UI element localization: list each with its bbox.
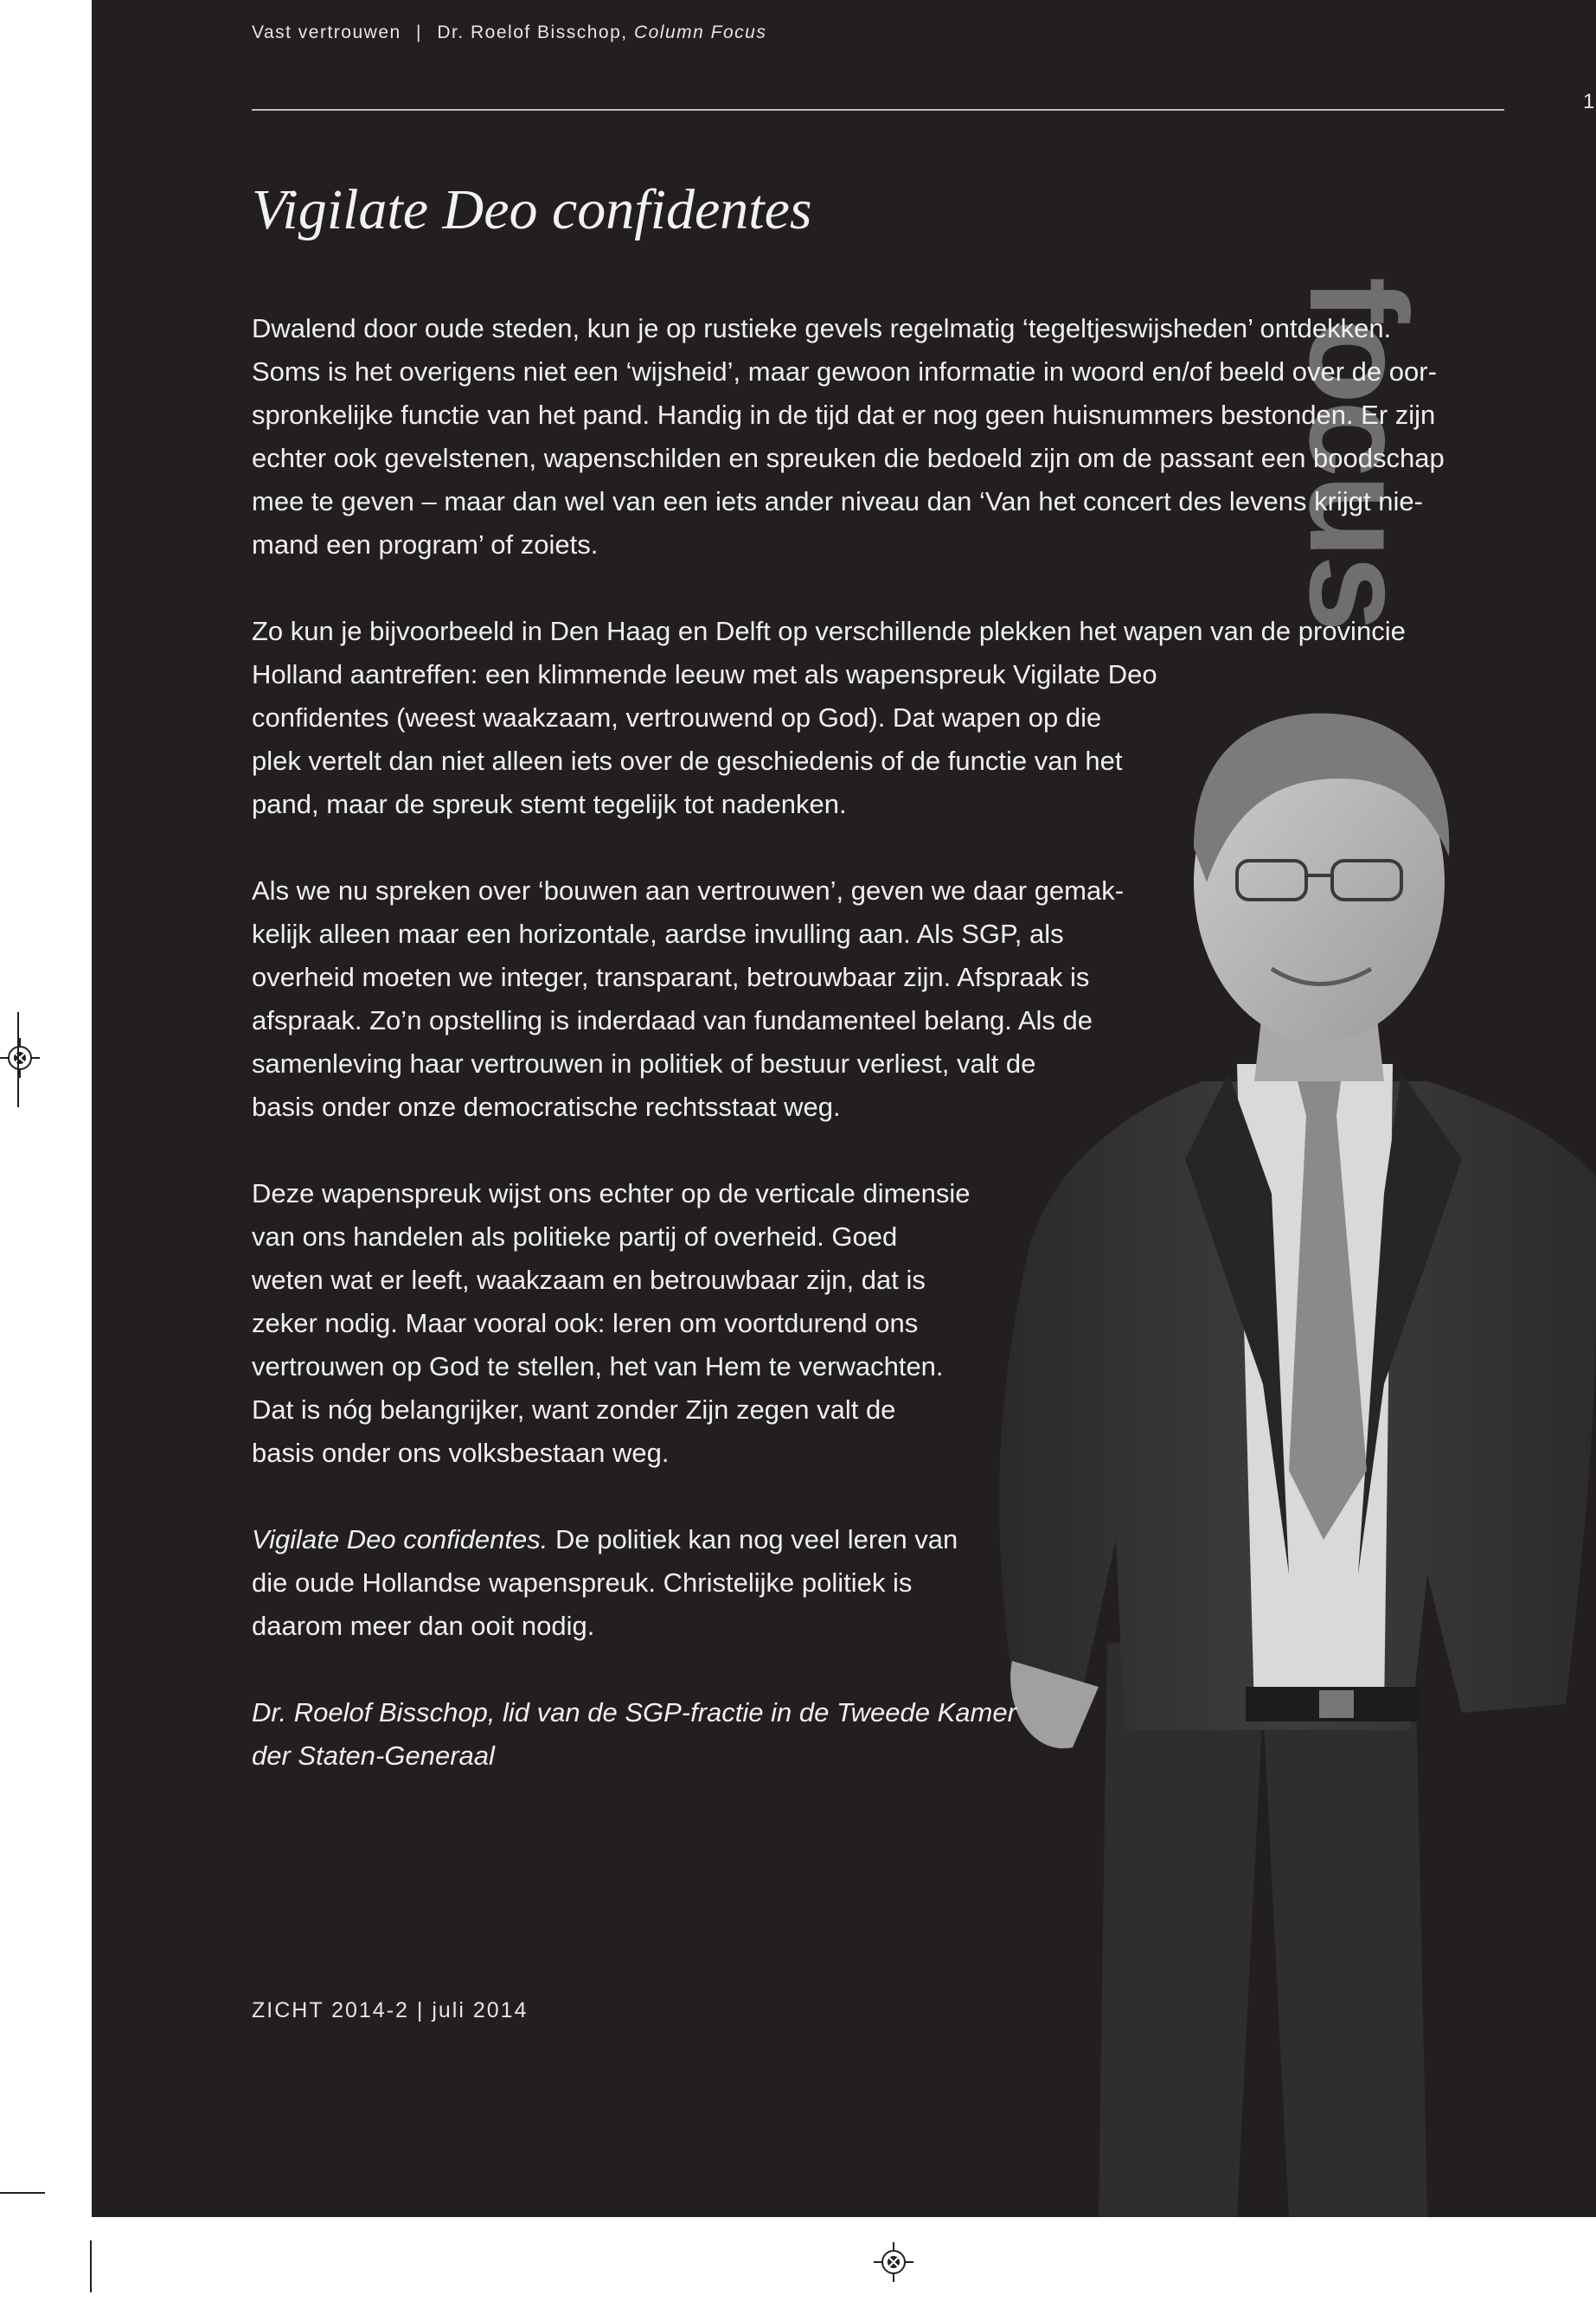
text-line: kelijk alleen maar een horizontale, aardse invulling aan. Als SGP, als: [252, 919, 1064, 949]
text-line: mand een program’ of zoiets.: [252, 529, 599, 560]
signature-line: der Staten-Generaal: [252, 1740, 495, 1771]
crop-mark: [90, 2240, 92, 2292]
text-line: basis onder ons volksbestaan weg.: [252, 1438, 670, 1468]
column-label: Column Focus: [633, 22, 767, 42]
crop-mark: [17, 1012, 19, 1107]
text-line: [252, 1518, 1203, 1561]
registration-mark-icon: [874, 2242, 913, 2282]
text-line: Als we nu spreken over ‘bouwen aan vertrouwen’, geven we daar gemak-: [252, 875, 1125, 906]
text-line: van ons handelen als politieke partij of overheid. Goed: [252, 1221, 898, 1252]
author-prefix: Dr. Roelof Bisschop,: [437, 22, 628, 42]
paragraph: [252, 307, 1497, 567]
text-line: Soms is het overigens niet een ‘wijsheid’, maar gewoon informatie in woord en/of beeld over de oor-: [252, 356, 1437, 387]
running-header: [252, 22, 766, 43]
article-title: Vigilate Deo confidentes: [252, 178, 812, 241]
side-label: focus: [1281, 277, 1436, 629]
text-line: zeker nodig. Maar vooral ook: leren om voortdurend ons: [252, 1308, 919, 1338]
text-line: echter ook gevelstenen, wapenschilden en spreuken die bedoeld zijn om de passant een boodschap: [252, 443, 1445, 473]
issue-date: juli 2014: [432, 1998, 529, 2022]
closing-paragraph: [252, 1518, 1203, 1648]
motto-rest: De politiek kan nog veel leren van: [548, 1524, 958, 1554]
text-line: Zo kun je bijvoorbeeld in Den Haag en Delft op verschillende plekken het wapen van de provincie: [252, 616, 1406, 646]
text-line: overheid moeten we integer, transparant, betrouwbaar zijn. Afspraak is: [252, 962, 1090, 992]
text-line: daarom meer dan ooit nodig.: [252, 1611, 595, 1641]
text-line: samenleving haar vertrouwen in politiek of bestuur verliest, valt de: [252, 1048, 1036, 1079]
header-rule: [252, 109, 1504, 111]
text-line: weten wat er leeft, waakzaam en betrouwbaar zijn, dat is: [252, 1265, 926, 1295]
issue-label: ZICHT 2014-2: [252, 1998, 409, 2022]
paragraph: [252, 610, 1406, 826]
running-title: Vast vertrouwen: [252, 22, 401, 42]
text-line: confidentes (weest waakzaam, vertrouwend op God). Dat wapen op die: [252, 702, 1102, 733]
crop-mark: [0, 2192, 45, 2194]
text-line: Dat is nóg belangrijker, want zonder Zijn zegen valt de: [252, 1394, 896, 1425]
text-line: Deze wapenspreuk wijst ons echter op de verticale dimensie: [252, 1178, 971, 1208]
text-line: afspraak. Zo’n opstelling is inderdaad van fundamenteel belang. Als de: [252, 1005, 1093, 1035]
text-line: basis onder onze democratische rechtsstaat weg.: [252, 1092, 841, 1122]
text-line: vertrouwen op God te stellen, het van Hem te verwachten.: [252, 1351, 944, 1381]
registration-mark-icon: [0, 1038, 40, 1078]
signature-line: Dr. Roelof Bisschop, lid van de SGP-fractie in de Tweede Kamer: [252, 1697, 1016, 1727]
text-line: mee te geven – maar dan wel van een iets ander niveau dan ‘Van het concert des levens krijgt nie-: [252, 486, 1423, 516]
footer-separator: |: [416, 1998, 425, 2022]
page-number: 1: [1583, 90, 1595, 113]
paragraph: [252, 869, 1203, 1129]
paragraph: [252, 1172, 1203, 1475]
motto-italic: Vigilate Deo confidentes.: [252, 1524, 548, 1554]
signature: [252, 1691, 1497, 1778]
text-line: spronkelijke functie van het pand. Handig in de tijd dat er nog geen huisnummers bestonden. Er zijn: [252, 400, 1436, 430]
article-body: [252, 307, 1497, 1778]
text-line: Dwalend door oude steden, kun je op rustieke gevels regelmatig ‘tegeltjeswijsheden’ ontdekken.: [252, 313, 1392, 343]
text-line: die oude Hollandse wapenspreuk. Christelijke politiek is: [252, 1567, 913, 1598]
text-line: pand, maar de spreuk stemt tegelijk tot nadenken.: [252, 789, 847, 819]
footer: [252, 1998, 528, 2023]
header-separator: |: [416, 22, 422, 42]
text-line: Holland aantreffen: een klimmende leeuw met als wapenspreuk Vigilate Deo: [252, 659, 1157, 689]
text-line: plek vertelt dan niet alleen iets over de geschiedenis of de functie van het: [252, 746, 1123, 776]
